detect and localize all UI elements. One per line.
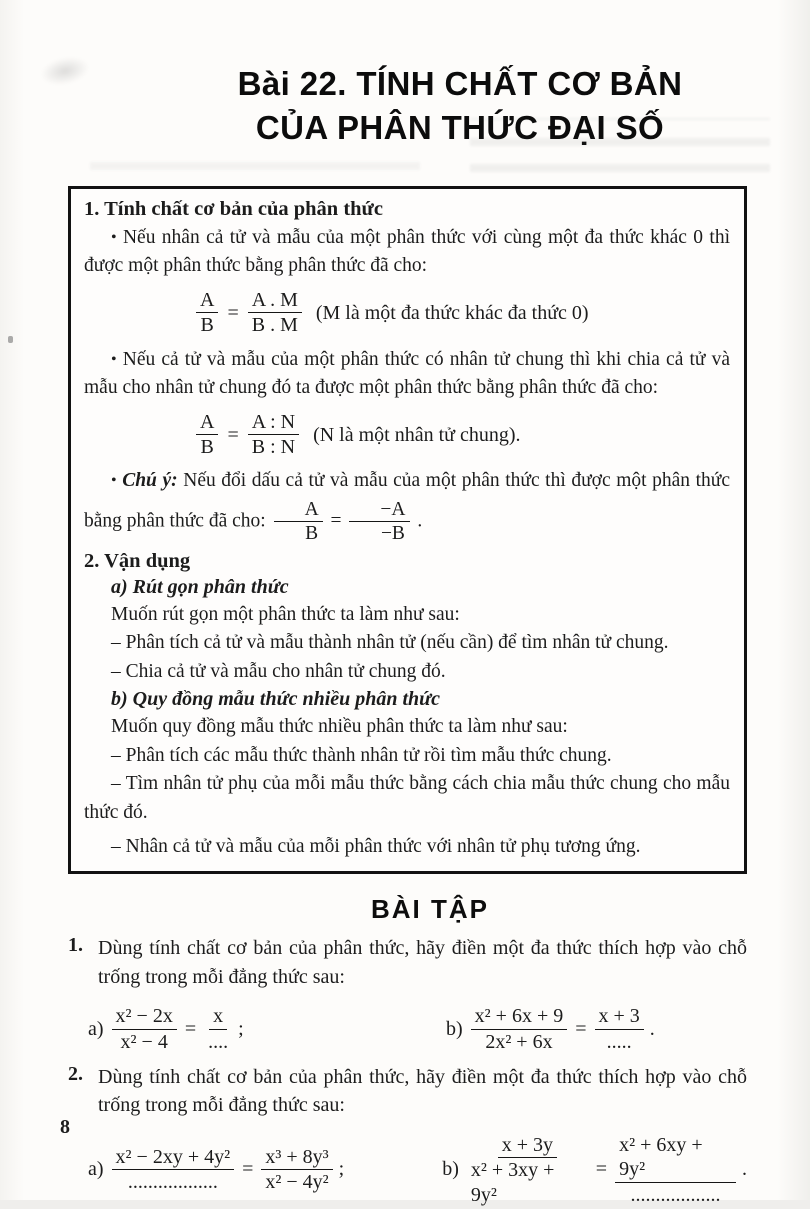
separator: ; — [338, 1158, 345, 1181]
part-label: a) — [88, 1017, 104, 1040]
common-denominator-step-2: – Tìm nhân tử phụ của mỗi mẫu thức bằng cách chia mẫu thức chung cho mẫu thức đó. — [84, 773, 730, 823]
bullet-marker: • — [111, 229, 117, 246]
exercise-1-equations — [88, 1004, 747, 1054]
numerator: x + 3 — [595, 1004, 644, 1029]
denominator-blank: .................. — [127, 1171, 218, 1194]
equals-sign: = — [227, 423, 239, 446]
separator: . — [742, 1158, 747, 1181]
note-text: Nếu đổi dấu cả tử và mẫu của một phân thức thì được một phân thức bằng phân thức đã cho: — [84, 470, 731, 532]
denominator: −B — [380, 523, 405, 545]
numerator: x² + 6x + 9 — [471, 1004, 568, 1029]
reduce-step-1: – Phân tích cả tử và mẫu thành nhân tử (nếu cần) để tìm nhân tử chung. — [111, 632, 669, 654]
equals-sign: = — [227, 301, 239, 324]
numerator: x + 3y — [498, 1133, 557, 1158]
given-fraction — [112, 1004, 177, 1054]
numerator: x — [209, 1004, 227, 1029]
denominator-blank: ..... — [606, 1030, 632, 1053]
multiply-formula — [196, 288, 730, 338]
scan-smudge-artifact — [27, 45, 103, 97]
fraction-neg-a-over-neg-b — [349, 498, 409, 546]
exercises-heading: BÀI TẬP — [371, 894, 489, 925]
numerator: A — [274, 498, 323, 522]
numerator: x² + 6xy + 9y² — [615, 1133, 736, 1183]
equals-sign: = — [242, 1158, 254, 1181]
exercise-2-number: 2. — [68, 1063, 83, 1085]
theory-box — [68, 186, 747, 874]
numerator: A . M — [248, 288, 302, 313]
fraction-an-over-bn — [248, 410, 299, 460]
denominator: x² − 4y² — [265, 1171, 329, 1194]
section-1-heading: 1. Tính chất cơ bản của phân thức — [84, 198, 383, 220]
exercise-2b — [442, 1133, 747, 1207]
denominator: x² + 3xy + 9y² — [470, 1159, 555, 1206]
separator: . — [649, 1017, 655, 1040]
part-label: b) — [442, 1158, 459, 1181]
multiply-property-paragraph — [84, 224, 730, 281]
given-fraction — [471, 1004, 568, 1054]
fraction-a-over-b — [196, 410, 218, 460]
blank-fraction — [615, 1133, 736, 1207]
blank-fraction — [595, 1004, 644, 1054]
exercise-1b — [446, 1004, 655, 1054]
scan-dot-artifact — [8, 336, 13, 343]
exercise-2a — [88, 1145, 442, 1195]
bullet-marker: • — [111, 472, 117, 490]
numerator: A — [196, 410, 218, 435]
reduce-fraction-heading: a) Rút gọn phân thức — [111, 575, 289, 598]
fraction-a-over-b — [274, 498, 323, 546]
separator: ; — [238, 1017, 244, 1040]
numerator: A : N — [248, 410, 299, 435]
blank-fraction — [204, 1004, 232, 1054]
equals-sign: = — [575, 1017, 587, 1040]
equals-sign: = — [330, 510, 342, 532]
denominator-blank: .................. — [630, 1183, 721, 1206]
exercise-1-number: 1. — [68, 934, 83, 957]
sentence-period: . — [417, 510, 423, 532]
formula-note: (M là một đa thức khác đa thức 0) — [315, 301, 589, 324]
denominator: B — [200, 436, 214, 459]
denominator: x² − 4 — [120, 1030, 168, 1053]
divide-formula — [196, 410, 730, 460]
bullet-marker: • — [111, 350, 117, 368]
fraction-am-over-bm — [248, 288, 302, 338]
common-denominator-step-1: – Phân tích các mẫu thức thành nhân tử rồi tìm mẫu thức chung. — [111, 744, 612, 766]
reduce-step-2: – Chia cả tử và mẫu cho nhân tử chung đó. — [111, 660, 446, 682]
exercise-1a — [88, 1004, 446, 1054]
note-paragraph — [84, 467, 730, 547]
denominator: 2x² + 6x — [485, 1030, 553, 1053]
numerator: x² − 2xy + 4y² — [112, 1145, 235, 1170]
divide-property-text: Nếu cả tử và mẫu của một phân thức có nhân tử chung thì khi chia cả tử và mẫu cho nhân tử chung đó ta được một phân thức bằng phân thức đã cho: — [84, 348, 730, 399]
formula-note: (N là một nhân tử chung). — [313, 423, 521, 446]
section-2-heading: 2. Vận dụng — [84, 549, 191, 572]
note-label: Chú ý: — [122, 470, 178, 492]
denominator: B — [305, 523, 319, 545]
part-label: a) — [88, 1158, 104, 1181]
given-fraction — [467, 1133, 588, 1207]
reduce-intro: Muốn rút gọn một phân thức ta làm như sau: — [111, 603, 460, 625]
denominator: B : N — [251, 436, 296, 459]
given-fraction — [261, 1145, 332, 1195]
denominator: B . M — [251, 314, 298, 337]
exercise-2-equations — [88, 1133, 747, 1207]
denominator-blank: .... — [208, 1030, 229, 1053]
numerator: x² − 2x — [112, 1004, 177, 1029]
part-label: b) — [446, 1017, 463, 1040]
exercise-2-text: Dùng tính chất cơ bản của phân thức, hãy điền một đa thức thích hợp vào chỗ trống trong mỗi đẳng thức sau: — [98, 1066, 747, 1117]
exercise-2 — [68, 1063, 747, 1207]
lesson-title-line-1: Bài 22. TÍNH CHẤT CƠ BẢN — [237, 65, 683, 102]
exercise-1-text: Dùng tính chất cơ bản của phân thức, hãy điền một đa thức thích hợp vào chỗ trống trong mỗi đẳng thức sau: — [98, 937, 747, 988]
numerator: A — [196, 288, 218, 313]
fraction-a-over-b — [196, 288, 218, 338]
equals-sign: = — [595, 1158, 608, 1181]
numerator: x³ + 8y³ — [261, 1145, 332, 1170]
common-denominator-step-3: – Nhân cả tử và mẫu của mỗi phân thức với nhân tử phụ tương ứng. — [111, 835, 641, 857]
common-denominator-intro: Muốn quy đồng mẫu thức nhiều phân thức ta làm như sau: — [111, 716, 568, 738]
multiply-property-text: Nếu nhân cả tử và mẫu của một phân thức với cùng một đa thức khác 0 thì được một phân thức bằng phân thức đã cho: — [84, 227, 730, 277]
equals-sign: = — [184, 1017, 197, 1040]
lesson-title-line-2: CỦA PHÂN THỨC ĐẠI SỐ — [255, 109, 665, 147]
common-denominator-heading: b) Quy đồng mẫu thức nhiều phân thức — [111, 688, 441, 711]
page-content — [68, 186, 747, 1209]
numerator: −A — [349, 498, 409, 522]
page-number: 8 — [60, 1116, 70, 1138]
exercise-1 — [68, 934, 747, 1054]
divide-property-paragraph — [84, 346, 730, 403]
denominator: B — [200, 314, 214, 337]
bleed-through-artifact — [90, 148, 420, 170]
bleed-through-artifact — [470, 118, 770, 172]
blank-fraction — [112, 1145, 235, 1195]
